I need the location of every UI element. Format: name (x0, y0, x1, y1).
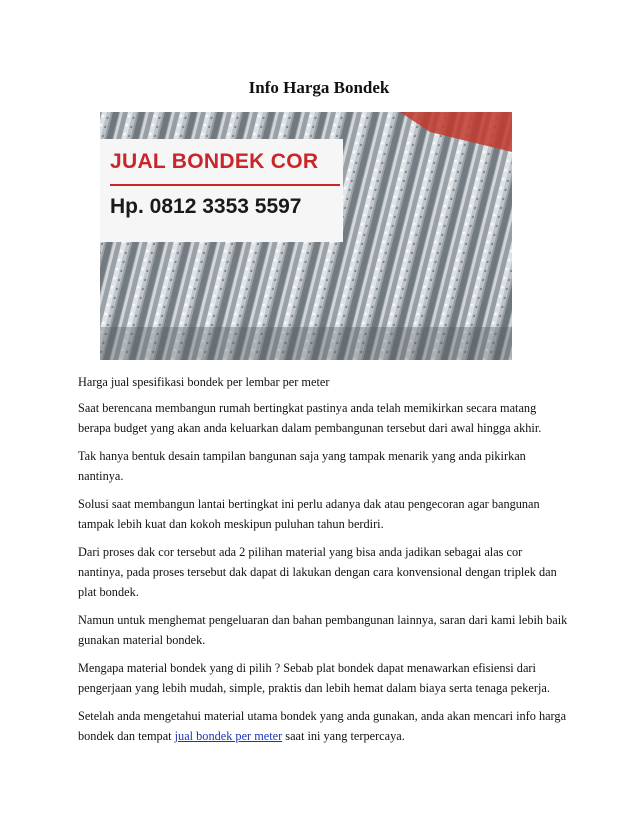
paragraph-7: Mengapa material bondek yang di pilih ? Sebab plat bondek dapat menawarkan efisiensi dari pengerjaan yang lebih mudah, simple, praktis dan lebih hemat dalam biaya serta tenaga pekerja. (78, 661, 550, 695)
jual-bondek-link[interactable]: jual bondek per meter (174, 729, 283, 743)
paragraph-2: Saat berencana membangun rumah bertingkat pastinya anda telah memikirkan secara matang berapa budget yang akan anda keluarkan dalam pembangunan tersebut dari awal hingga akhir. (78, 401, 542, 435)
article-body (78, 372, 568, 754)
bondek-product-photo (100, 112, 512, 360)
paragraph-8-before: Setelah anda mengetahui material utama bondek yang anda gunakan, anda akan mencari info harga bondek dan tempat (78, 709, 567, 743)
advertisement-banner (100, 139, 343, 242)
paragraph-8 (78, 706, 568, 746)
ad-divider (110, 184, 340, 186)
document-title: Info Harga Bondek (248, 78, 390, 97)
paragraph-3: Tak hanya bentuk desain tampilan bangunan saja yang tampak menarik yang anda pikirkan nantinya. (78, 449, 526, 483)
paragraph-6: Namun untuk menghemat pengeluaran dan bahan pembangunan lainnya, saran dari kami lebih baik gunakan material bondek. (78, 613, 568, 647)
paragraph-1: Harga jual spesifikasi bondek per lembar per meter (78, 375, 330, 389)
paragraph-4: Solusi saat membangun lantai bertingkat ini perlu adanya dak atau pengecoran agar bangunan tampak lebih kuat dan kokoh meskipun puluhan tahun berdiri. (78, 497, 540, 531)
ad-headline: JUAL BONDEK COR (110, 150, 319, 173)
paragraph-8-after: saat ini yang terpercaya. (282, 729, 405, 743)
paragraph-5: Dari proses dak cor tersebut ada 2 pilihan material yang bisa anda jadikan sebagai alas cor nantinya, pada proses tersebut dak dapat di lakukan dengan cara konvensional dengan triplek dan plat bondek. (78, 545, 557, 599)
ad-phone-number: Hp. 0812 3353 5597 (110, 195, 302, 218)
